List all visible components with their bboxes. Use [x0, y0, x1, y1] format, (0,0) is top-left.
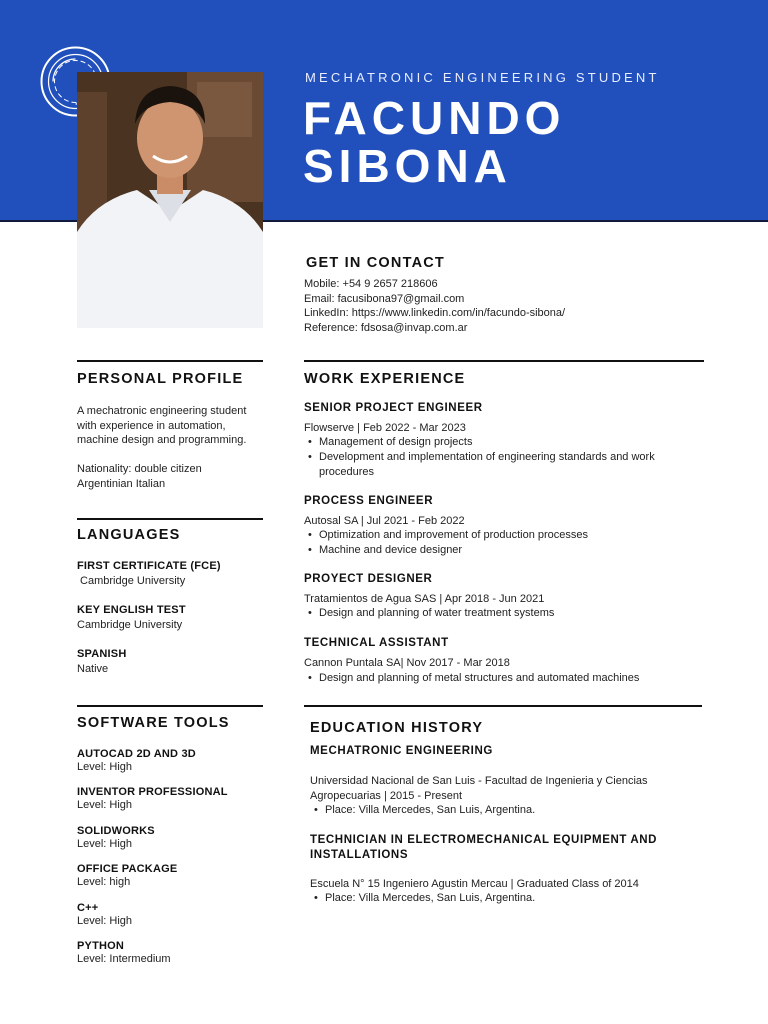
software-item: C++ Level: High — [77, 902, 133, 927]
contact-reference: Reference: fdsosa@invap.com.ar — [304, 322, 468, 334]
work-heading: WORK EXPERIENCE — [304, 371, 466, 387]
software-item: INVENTOR PROFESSIONAL Level: High — [77, 786, 228, 811]
profile-divider — [77, 360, 263, 362]
profile-summary: A mechatronic engineering student with experience in automation, machine design and programming. — [77, 405, 247, 446]
languages-heading: LANGUAGES — [77, 527, 181, 543]
job-title: PROCESS ENGINEER — [304, 495, 434, 507]
contact-email[interactable]: Email: facusibona97@gmail.com — [304, 293, 465, 305]
job-title: PROYECT DESIGNER — [304, 573, 433, 585]
contact-mobile: Mobile: +54 9 2657 218606 — [304, 278, 438, 290]
education-title: MECHATRONIC ENGINEERING — [310, 745, 493, 757]
job-subtitle: MECHATRONIC ENGINEERING STUDENT — [305, 70, 660, 85]
education-place: • Place: Villa Mercedes, San Luis, Argentina. — [310, 803, 700, 818]
profile-heading: PERSONAL PROFILE — [77, 371, 244, 387]
name-title — [303, 94, 565, 190]
language-item: SPANISH Native — [77, 648, 127, 675]
education-title: TECHNICIAN IN ELECTROMECHANICAL EQUIPMENT AND INSTALLATIONS — [310, 834, 658, 861]
software-item: SOLIDWORKS Level: High — [77, 825, 155, 850]
first-name: FACUNDO — [303, 92, 566, 144]
job-bullets: • Optimization and improvement of production processes • Machine and device designer — [304, 528, 704, 557]
language-item: FIRST CERTIFICATE (FCE) Cambridge University — [77, 560, 221, 587]
job-company: Flowserve | Feb 2022 - Mar 2023 — [304, 422, 466, 434]
job-title: TECHNICAL ASSISTANT — [304, 637, 449, 649]
software-item: PYTHON Level: Intermedium — [77, 940, 171, 965]
software-heading: SOFTWARE TOOLS — [77, 715, 230, 731]
work-divider — [304, 360, 704, 362]
job-bullets: • Management of design projects • Development and implementation of engineering standards and work — [304, 435, 704, 464]
profile-photo — [77, 72, 263, 328]
education-heading: EDUCATION HISTORY — [310, 720, 484, 736]
job-company: Cannon Puntala SA| Nov 2017 - Mar 2018 — [304, 657, 510, 669]
contact-heading: GET IN CONTACT — [306, 255, 445, 271]
contact-linkedin[interactable]: LinkedIn: https://www.linkedin.com/in/facundo-sibona/ — [304, 307, 566, 319]
education-school: Universidad Nacional de San Luis - Facultad de Ingenieria y Ciencias Agropecuarias | 2015 - Present — [310, 775, 648, 802]
job-company: Autosal SA | Jul 2021 - Feb 2022 — [304, 515, 465, 527]
software-divider — [77, 705, 263, 707]
job-company: Tratamientos de Agua SAS | Apr 2018 - Jun 2021 — [304, 593, 545, 605]
last-name: SIBONA — [303, 140, 512, 192]
language-item: KEY ENGLISH TEST Cambridge University — [77, 604, 186, 631]
job-title: SENIOR PROJECT ENGINEER — [304, 402, 483, 414]
software-item: OFFICE PACKAGE Level: high — [77, 863, 178, 888]
education-place: • Place: Villa Mercedes, San Luis, Argentina. — [310, 891, 700, 906]
languages-divider — [77, 518, 263, 520]
job-bullets: • Design and planning of metal structures and automated machines — [304, 671, 704, 686]
job-bullet-continuation: procedures — [319, 466, 375, 478]
software-item: AUTOCAD 2D AND 3D Level: High — [77, 748, 196, 773]
education-school: Escuela N° 15 Ingeniero Agustin Mercau | Graduated Class of 2014 — [310, 878, 639, 890]
profile-nationality: Nationality: double citizen Argentinian Italian — [77, 463, 202, 490]
education-divider — [304, 705, 702, 707]
job-bullets: • Design and planning of water treatment systems — [304, 606, 704, 621]
